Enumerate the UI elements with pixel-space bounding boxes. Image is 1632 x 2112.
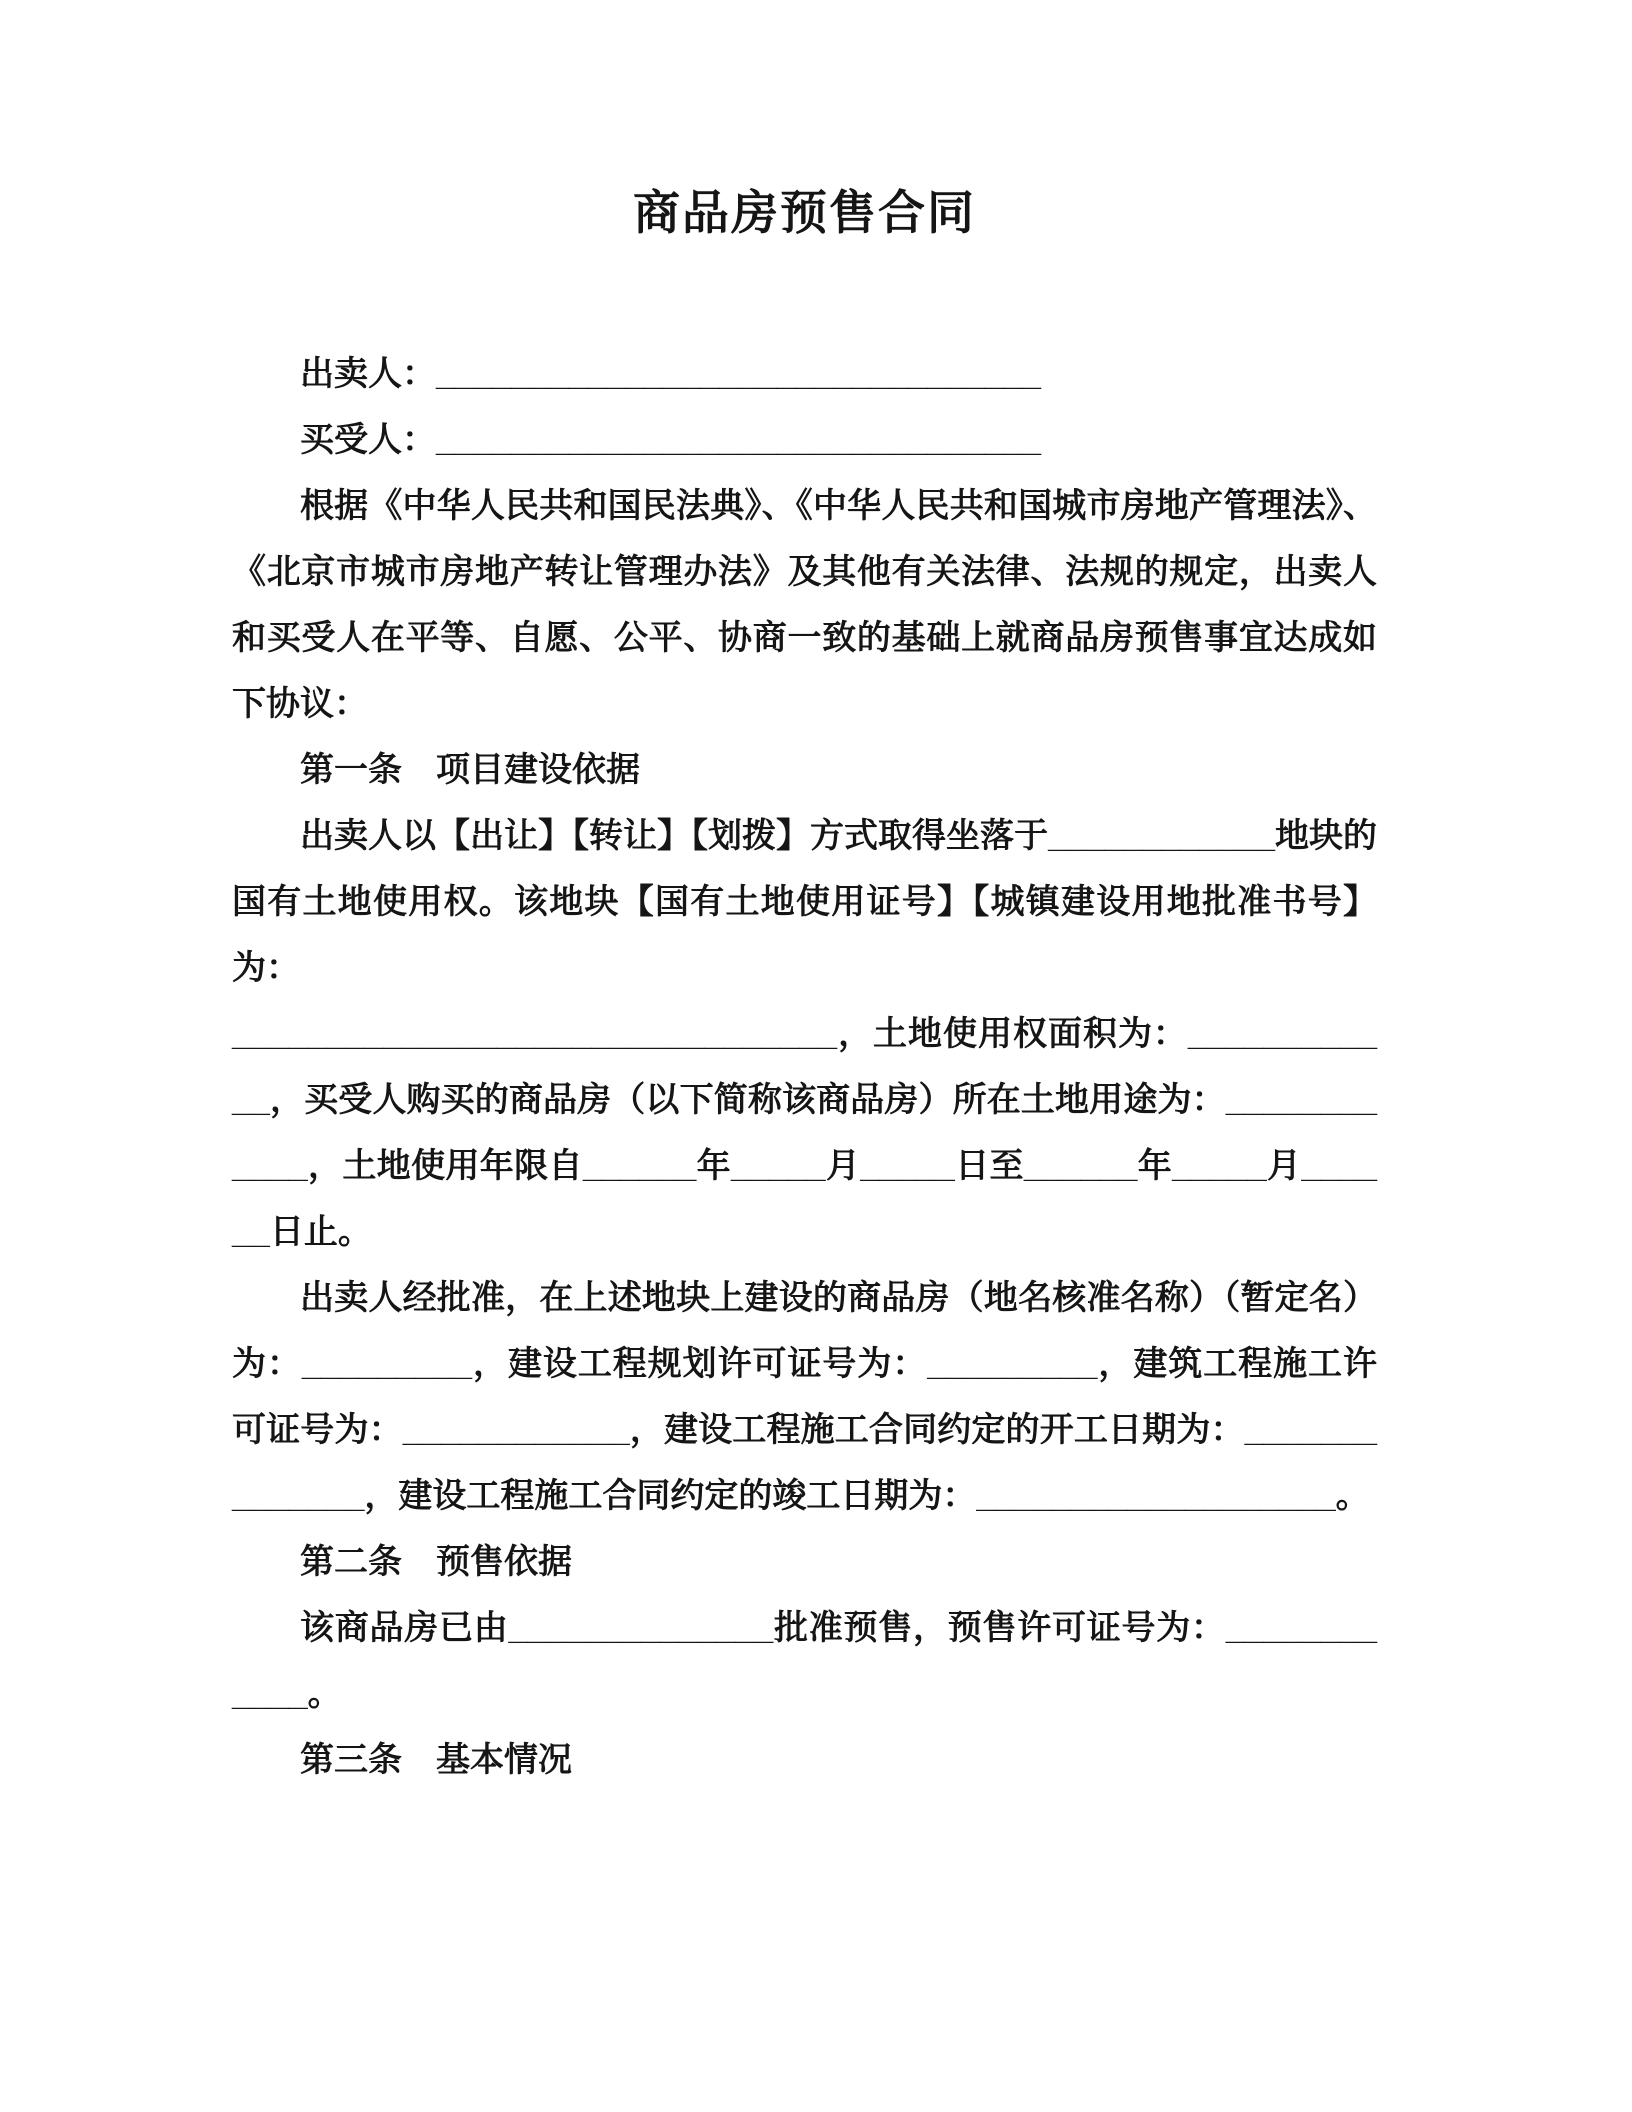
clause-2-heading: 第二条 预售依据 bbox=[300, 1543, 572, 1581]
clause-1-heading: 第一条 项目建设依据 bbox=[300, 751, 640, 789]
clause-1-paragraph-3: 出卖人经批准，在上述地块上建设的商品房（地名核准名称）（暂定名）为：_________，建设工程规划许可证号为：_________，建筑工程施工许可证号为：____________，建设工程施工合同约定的开工日期为：______________，建设工程施工合同约定的竣工日期为：___________________。 bbox=[232, 1279, 1377, 1515]
buyer-fill-line: 买受人：________________________________ bbox=[300, 421, 1042, 459]
clause-3-heading: 第三条 基本情况 bbox=[300, 1741, 572, 1779]
clause-2-paragraph: 该商品房已由______________批准预售，预售许可证号为：____________。 bbox=[232, 1609, 1377, 1713]
document-title: 商品房预售合同 bbox=[633, 186, 976, 239]
clause-1-paragraph-1: 出卖人以【出让】【转让】【划拨】方式取得坐落于____________地块的国有土地使用权。该地块【国有土地使用证号】【城镇建设用地批准书号】为： bbox=[232, 817, 1377, 987]
document-body bbox=[232, 341, 1377, 1793]
preamble-paragraph: 根据《中华人民共和国民法典》、《中华人民共和国城市房地产管理法》、《北京市城市房地产转让管理办法》及其他有关法律、法规的规定，出卖人和买受人在平等、自愿、公平、协商一致的基础上就商品房预售事宜达成如下协议： bbox=[232, 487, 1377, 723]
clause-1-paragraph-2: ________________________________，土地使用权面积为：____________，买受人购买的商品房（以下简称该商品房）所在土地用途为：____________，土地使用年限自______年_____月_____日至______年_____月______日止。 bbox=[232, 1015, 1377, 1251]
seller-fill-line: 出卖人：________________________________ bbox=[300, 355, 1042, 393]
